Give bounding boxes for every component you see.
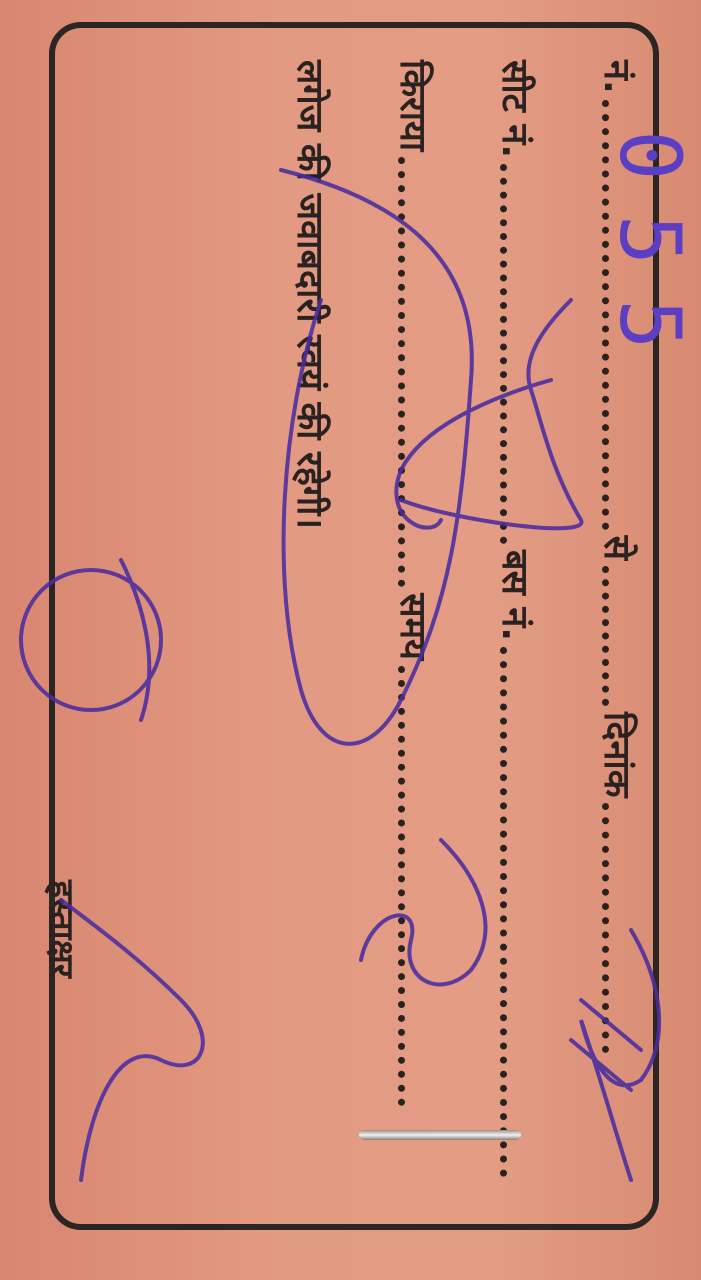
ticket-border <box>49 22 659 1230</box>
bus-label: बस नं. <box>494 550 535 642</box>
number-field[interactable] <box>602 100 609 530</box>
luggage-note: लगेज की जवाबदारी स्वयं की रहेगी। <box>289 60 330 530</box>
ticket-row-fare <box>390 60 439 1112</box>
ticket-row-seat <box>492 60 541 1183</box>
number-label: नं. <box>596 60 637 94</box>
seat-label: सीट नं. <box>494 60 535 158</box>
seat-field[interactable] <box>500 164 507 544</box>
staple-pin <box>359 1130 521 1140</box>
from-label: से <box>596 535 637 560</box>
ticket-row-number <box>594 60 643 1059</box>
date-label: दिनांक <box>596 712 637 798</box>
fare-field[interactable] <box>398 157 405 587</box>
bus-field[interactable] <box>500 647 507 1177</box>
serial-number: 055 <box>601 130 699 384</box>
from-field[interactable] <box>602 566 609 706</box>
signature-label: हस्ताक्षर <box>41 880 81 978</box>
time-field[interactable] <box>398 666 405 1106</box>
fare-label: किराया <box>392 60 433 152</box>
date-field[interactable] <box>602 803 609 1053</box>
time-label: समय <box>392 593 433 660</box>
